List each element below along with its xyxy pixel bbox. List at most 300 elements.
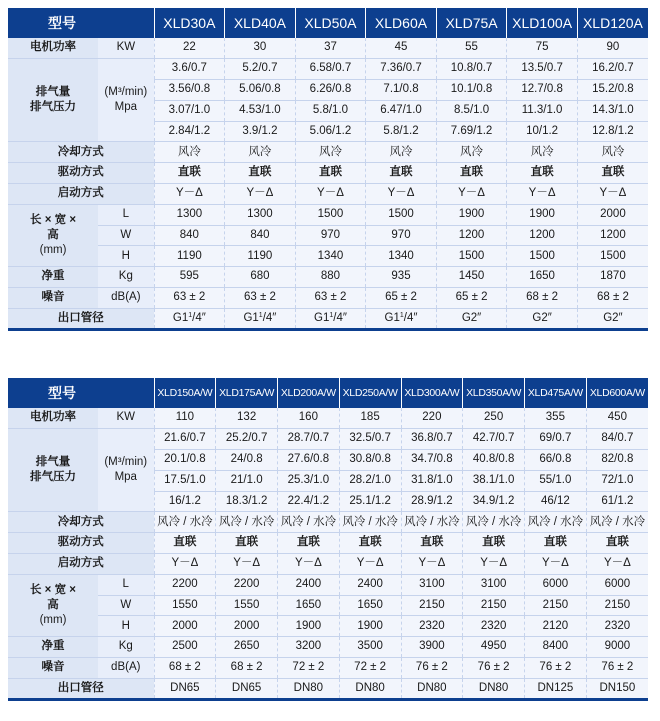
motor-power-value: 75 <box>507 38 578 59</box>
dimension-value: 6000 <box>525 574 587 595</box>
flow-pressure-value: 27.6/0.8 <box>278 450 340 471</box>
outlet-main: DN80 <box>355 681 385 694</box>
flow-pressure-value: 7.69/1.2 <box>436 121 507 142</box>
dimension-unit: W <box>98 595 154 616</box>
cooling-method-value: 风冷 <box>225 142 296 163</box>
drive-method-value: 直联 <box>225 163 296 184</box>
flow-pressure-value: 10.8/0.7 <box>436 59 507 80</box>
net-weight-value: 1870 <box>577 267 648 288</box>
dimension-value: 1900 <box>339 616 401 637</box>
start-method-value: Y－Δ <box>586 554 648 575</box>
start-method-value: Y－Δ <box>339 554 401 575</box>
dim-label-line1: 长 × 宽 × <box>30 214 77 227</box>
flow-label-line1: 排气量 <box>35 85 71 98</box>
drive-method-value: 直联 <box>401 533 463 554</box>
model-name: XLD150A/W <box>154 378 216 408</box>
cooling-method-value: 风冷 / 水冷 <box>339 512 401 533</box>
drive-method-value: 直联 <box>295 163 366 184</box>
dimension-value: 970 <box>295 225 366 246</box>
dimension-label <box>8 204 98 266</box>
outlet-main: DN150 <box>599 681 636 694</box>
net-weight-label: 净重 <box>8 637 98 658</box>
noise-value: 68 ± 2 <box>577 288 648 309</box>
dimension-unit: H <box>98 616 154 637</box>
dimension-row <box>8 595 648 616</box>
noise-unit: dB(A) <box>98 288 154 309</box>
cooling-method-value: 风冷 / 水冷 <box>154 512 216 533</box>
model-name: XLD60A <box>366 8 437 38</box>
flow-pressure-unit <box>98 59 154 142</box>
noise-value: 63 ± 2 <box>225 288 296 309</box>
outlet-value <box>586 678 648 699</box>
motor-power-value: 90 <box>577 38 648 59</box>
flow-pressure-value: 12.7/0.8 <box>507 80 578 101</box>
outlet-row <box>8 308 648 329</box>
flow-pressure-value: 5.06/1.2 <box>295 121 366 142</box>
outlet-row <box>8 678 648 699</box>
net-weight-value: 8400 <box>525 637 587 658</box>
cooling-method-value: 风冷 / 水冷 <box>525 512 587 533</box>
dimension-row <box>8 225 648 246</box>
flow-label-line2: 排气压力 <box>30 101 77 114</box>
model-name: XLD600A/W <box>586 378 648 408</box>
dimension-value: 1300 <box>154 204 225 225</box>
dimension-value: 970 <box>366 225 437 246</box>
start-method-value: Y－Δ <box>225 184 296 205</box>
drive-method-value: 直联 <box>577 163 648 184</box>
start-method-value: Y－Δ <box>463 554 525 575</box>
start-method-row <box>8 554 648 575</box>
dimension-value: 1340 <box>295 246 366 267</box>
noise-unit: dB(A) <box>98 658 154 679</box>
net-weight-value: 680 <box>225 267 296 288</box>
drive-method-value: 直联 <box>154 163 225 184</box>
flow-pressure-value: 72/1.0 <box>586 470 648 491</box>
model-name: XLD250A/W <box>339 378 401 408</box>
net-weight-unit: Kg <box>98 637 154 658</box>
flow-pressure-value: 4.53/1.0 <box>225 100 296 121</box>
dimension-value: 1340 <box>366 246 437 267</box>
cooling-method-label: 冷却方式 <box>8 512 154 533</box>
header-label: 型号 <box>8 378 154 408</box>
flow-pressure-value: 6.47/1.0 <box>366 100 437 121</box>
dimension-value: 1200 <box>507 225 578 246</box>
net-weight-value: 2500 <box>154 637 216 658</box>
model-name: XLD350A/W <box>463 378 525 408</box>
flow-pressure-value: 34.9/1.2 <box>463 491 525 512</box>
motor-power-label: 电机功率 <box>8 38 98 59</box>
dimension-value: 1650 <box>339 595 401 616</box>
cooling-method-row <box>8 512 648 533</box>
flow-pressure-value: 6.26/0.8 <box>295 80 366 101</box>
dimension-value: 1200 <box>577 225 648 246</box>
motor-power-value: 55 <box>436 38 507 59</box>
flow-pressure-value: 6.58/0.7 <box>295 59 366 80</box>
dimension-row <box>8 246 648 267</box>
flow-pressure-value: 82/0.8 <box>586 450 648 471</box>
outlet-value <box>401 678 463 699</box>
dimension-value: 1650 <box>278 595 340 616</box>
drive-method-value: 直联 <box>216 533 278 554</box>
dimension-unit: W <box>98 225 154 246</box>
dimension-value: 3100 <box>401 574 463 595</box>
dimension-unit: L <box>98 204 154 225</box>
motor-power-value: 132 <box>216 408 278 429</box>
dim-label-line3: (mm) <box>39 614 67 627</box>
dimension-value: 1550 <box>154 595 216 616</box>
model-name: XLD75A <box>436 8 507 38</box>
outlet-rest: /4″ <box>262 312 277 324</box>
flow-pressure-value: 30.8/0.8 <box>339 450 401 471</box>
flow-pressure-value: 5.8/1.0 <box>295 100 366 121</box>
dim-label-line2: 高 <box>47 229 59 242</box>
net-weight-row <box>8 267 648 288</box>
flow-pressure-value: 24/0.8 <box>216 450 278 471</box>
dimension-value: 2120 <box>525 616 587 637</box>
dimension-row <box>8 204 648 225</box>
cooling-method-value: 风冷 <box>436 142 507 163</box>
noise-label: 噪音 <box>8 288 98 309</box>
dimension-value: 2400 <box>339 574 401 595</box>
dimension-row <box>8 616 648 637</box>
cooling-method-value: 风冷 <box>295 142 366 163</box>
outlet-value <box>366 308 437 329</box>
outlet-value <box>507 308 578 329</box>
flow-pressure-value: 61/1.2 <box>586 491 648 512</box>
outlet-value <box>339 678 401 699</box>
flow-pressure-value: 3.9/1.2 <box>225 121 296 142</box>
flow-pressure-value: 21.6/0.7 <box>154 429 216 450</box>
flow-pressure-value: 15.2/0.8 <box>577 80 648 101</box>
outlet-rest: /4″ <box>333 312 347 324</box>
dimension-value: 1190 <box>225 246 296 267</box>
drive-method-value: 直联 <box>154 533 216 554</box>
noise-value: 72 ± 2 <box>339 658 401 679</box>
outlet-value <box>225 308 296 329</box>
dimension-value: 1500 <box>436 246 507 267</box>
outlet-value <box>577 308 648 329</box>
start-method-value: Y－Δ <box>507 184 578 205</box>
flow-pressure-unit <box>98 429 154 512</box>
flow-pressure-value: 10/1.2 <box>507 121 578 142</box>
start-method-value: Y－Δ <box>278 554 340 575</box>
dimension-value: 1300 <box>225 204 296 225</box>
outlet-main: G1 <box>384 312 400 324</box>
outlet-main: G2″ <box>603 311 623 324</box>
dimension-row <box>8 574 648 595</box>
dimension-value: 1900 <box>278 616 340 637</box>
cooling-method-value: 风冷 / 水冷 <box>586 512 648 533</box>
flow-pressure-value: 28.7/0.7 <box>278 429 340 450</box>
start-method-value: Y－Δ <box>401 554 463 575</box>
outlet-sup: 1 <box>258 312 263 319</box>
flow-pressure-value: 66/0.8 <box>525 450 587 471</box>
flow-pressure-value: 34.7/0.8 <box>401 450 463 471</box>
dimension-value: 2320 <box>401 616 463 637</box>
noise-value: 76 ± 2 <box>586 658 648 679</box>
dimension-value: 2400 <box>278 574 340 595</box>
flow-pressure-value: 10.1/0.8 <box>436 80 507 101</box>
dimension-value: 2150 <box>525 595 587 616</box>
motor-power-value: 45 <box>366 38 437 59</box>
flow-pressure-value: 84/0.7 <box>586 429 648 450</box>
dimension-value: 1500 <box>577 246 648 267</box>
outlet-main: DN80 <box>417 681 447 694</box>
dimension-label <box>8 574 98 636</box>
dimension-value: 2000 <box>216 616 278 637</box>
dimension-value: 3100 <box>463 574 525 595</box>
start-method-row <box>8 184 648 205</box>
motor-power-row <box>8 38 648 59</box>
net-weight-value: 9000 <box>586 637 648 658</box>
flow-pressure-value: 20.1/0.8 <box>154 450 216 471</box>
flow-pressure-value: 8.5/1.0 <box>436 100 507 121</box>
motor-power-value: 22 <box>154 38 225 59</box>
outlet-value <box>154 678 216 699</box>
dim-label-line2: 高 <box>47 599 59 612</box>
model-name: XLD120A <box>577 8 648 38</box>
cooling-method-value: 风冷 <box>154 142 225 163</box>
noise-value: 65 ± 2 <box>366 288 437 309</box>
dimension-value: 2200 <box>154 574 216 595</box>
outlet-main: DN65 <box>231 681 262 694</box>
start-method-value: Y－Δ <box>216 554 278 575</box>
flow-pressure-value: 3.56/0.8 <box>154 80 225 101</box>
start-method-label: 启动方式 <box>8 184 154 205</box>
flow-pressure-value: 46/12 <box>525 491 587 512</box>
outlet-value <box>463 678 525 699</box>
outlet-main: G1 <box>172 312 189 324</box>
dimension-value: 1900 <box>507 204 578 225</box>
cooling-method-row <box>8 142 648 163</box>
noise-value: 65 ± 2 <box>436 288 507 309</box>
start-method-label: 启动方式 <box>8 554 154 575</box>
flow-pressure-row <box>8 59 648 80</box>
flow-pressure-value: 25.3/1.0 <box>278 470 340 491</box>
outlet-sup: 1 <box>188 312 193 319</box>
outlet-main: G2″ <box>461 311 482 324</box>
flow-pressure-value: 25.1/1.2 <box>339 491 401 512</box>
flow-unit-line2: Mpa <box>114 471 137 484</box>
flow-pressure-value: 16.2/0.7 <box>577 59 648 80</box>
drive-method-label: 驱动方式 <box>8 163 154 184</box>
motor-power-unit: KW <box>98 38 154 59</box>
net-weight-value: 2650 <box>216 637 278 658</box>
flow-pressure-value: 38.1/1.0 <box>463 470 525 491</box>
drive-method-value: 直联 <box>586 533 648 554</box>
start-method-value: Y－Δ <box>154 184 225 205</box>
spec-table-air-water-cooled <box>8 378 648 701</box>
flow-pressure-value: 31.8/1.0 <box>401 470 463 491</box>
flow-pressure-value: 42.7/0.7 <box>463 429 525 450</box>
noise-value: 68 ± 2 <box>216 658 278 679</box>
drive-method-value: 直联 <box>463 533 525 554</box>
drive-method-value: 直联 <box>278 533 340 554</box>
outlet-sup: 1 <box>329 312 334 319</box>
motor-power-value: 220 <box>401 408 463 429</box>
outlet-label: 出口管径 <box>8 308 154 329</box>
noise-value: 76 ± 2 <box>401 658 463 679</box>
outlet-main: G1 <box>314 312 330 324</box>
dimension-value: 2320 <box>463 616 525 637</box>
flow-pressure-value: 13.5/0.7 <box>507 59 578 80</box>
dimension-value: 2150 <box>463 595 525 616</box>
flow-pressure-value: 69/0.7 <box>525 429 587 450</box>
motor-power-value: 450 <box>586 408 648 429</box>
outlet-sup: 1 <box>399 312 404 319</box>
motor-power-label: 电机功率 <box>8 408 98 429</box>
model-name: XLD300A/W <box>401 378 463 408</box>
noise-row <box>8 658 648 679</box>
flow-pressure-row <box>8 429 648 450</box>
drive-method-label: 驱动方式 <box>8 533 154 554</box>
net-weight-value: 1650 <box>507 267 578 288</box>
start-method-value: Y－Δ <box>366 184 437 205</box>
flow-pressure-value: 3.07/1.0 <box>154 100 225 121</box>
dimension-value: 2150 <box>401 595 463 616</box>
flow-pressure-value: 40.8/0.8 <box>463 450 525 471</box>
header-row <box>8 378 648 408</box>
flow-pressure-value: 5.2/0.7 <box>225 59 296 80</box>
cooling-method-value: 风冷 <box>507 142 578 163</box>
flow-pressure-value: 16/1.2 <box>154 491 216 512</box>
drive-method-row <box>8 533 648 554</box>
dimension-value: 1200 <box>436 225 507 246</box>
dimension-value: 1500 <box>295 204 366 225</box>
motor-power-row <box>8 408 648 429</box>
model-name: XLD475A/W <box>525 378 587 408</box>
outlet-value <box>216 678 278 699</box>
flow-pressure-label <box>8 59 98 142</box>
dimension-value: 2200 <box>216 574 278 595</box>
dimension-value: 1900 <box>436 204 507 225</box>
dimension-value: 1190 <box>154 246 225 267</box>
flow-pressure-value: 55/1.0 <box>525 470 587 491</box>
outlet-label: 出口管径 <box>8 678 154 699</box>
drive-method-value: 直联 <box>436 163 507 184</box>
start-method-value: Y－Δ <box>154 554 216 575</box>
drive-method-value: 直联 <box>339 533 401 554</box>
dimension-value: 1500 <box>366 204 437 225</box>
motor-power-value: 250 <box>463 408 525 429</box>
flow-pressure-value: 28.2/1.0 <box>339 470 401 491</box>
flow-pressure-value: 28.9/1.2 <box>401 491 463 512</box>
dimension-value: 840 <box>154 225 225 246</box>
noise-label: 噪音 <box>8 658 98 679</box>
noise-value: 68 ± 2 <box>154 658 216 679</box>
model-name: XLD40A <box>225 8 296 38</box>
flow-pressure-value: 7.1/0.8 <box>366 80 437 101</box>
net-weight-value: 3200 <box>278 637 340 658</box>
outlet-main: DN65 <box>170 681 200 694</box>
start-method-value: Y－Δ <box>525 554 587 575</box>
motor-power-value: 160 <box>278 408 340 429</box>
flow-pressure-value: 11.3/1.0 <box>507 100 578 121</box>
dimension-value: 2000 <box>154 616 216 637</box>
dimension-unit: H <box>98 246 154 267</box>
outlet-value <box>154 308 225 329</box>
flow-pressure-value: 2.84/1.2 <box>154 121 225 142</box>
dim-label-line3: (mm) <box>39 244 67 257</box>
motor-power-value: 110 <box>154 408 216 429</box>
outlet-rest: /4″ <box>403 312 418 324</box>
drive-method-value: 直联 <box>366 163 437 184</box>
cooling-method-value: 风冷 / 水冷 <box>278 512 340 533</box>
header-label: 型号 <box>8 8 154 38</box>
net-weight-value: 3500 <box>339 637 401 658</box>
noise-value: 63 ± 2 <box>154 288 225 309</box>
outlet-main: G1 <box>243 312 259 324</box>
dimension-value: 6000 <box>586 574 648 595</box>
spec-table-air-cooled <box>8 8 648 331</box>
net-weight-value: 1450 <box>436 267 507 288</box>
net-weight-unit: Kg <box>98 267 154 288</box>
noise-row <box>8 288 648 309</box>
flow-unit-line1: (M³/min) <box>104 85 148 98</box>
dim-label-line1: 长 × 宽 × <box>29 584 77 597</box>
flow-pressure-value: 21/1.0 <box>216 470 278 491</box>
flow-pressure-value: 12.8/1.2 <box>577 121 648 142</box>
flow-pressure-value: 22.4/1.2 <box>278 491 340 512</box>
dimension-value: 1550 <box>216 595 278 616</box>
flow-unit-line2: Mpa <box>114 101 138 114</box>
motor-power-value: 37 <box>295 38 366 59</box>
dimension-value: 2320 <box>586 616 648 637</box>
flow-label-line1: 排气量 <box>35 455 71 468</box>
motor-power-value: 30 <box>225 38 296 59</box>
motor-power-value: 355 <box>525 408 587 429</box>
model-name: XLD100A <box>507 8 578 38</box>
flow-pressure-value: 14.3/1.0 <box>577 100 648 121</box>
cooling-method-value: 风冷 <box>366 142 437 163</box>
cooling-method-value: 风冷 <box>577 142 648 163</box>
noise-value: 63 ± 2 <box>295 288 366 309</box>
cooling-method-value: 风冷 / 水冷 <box>401 512 463 533</box>
drive-method-row <box>8 163 648 184</box>
flow-label-line2: 排气压力 <box>30 471 76 484</box>
start-method-value: Y－Δ <box>577 184 648 205</box>
net-weight-value: 4950 <box>463 637 525 658</box>
flow-pressure-label <box>8 429 98 512</box>
flow-pressure-value: 32.5/0.7 <box>339 429 401 450</box>
net-weight-value: 935 <box>366 267 437 288</box>
cooling-method-value: 风冷 / 水冷 <box>463 512 525 533</box>
noise-value: 68 ± 2 <box>507 288 578 309</box>
flow-pressure-value: 17.5/1.0 <box>154 470 216 491</box>
dimension-value: 2000 <box>577 204 648 225</box>
flow-pressure-value: 3.6/0.7 <box>154 59 225 80</box>
flow-pressure-value: 18.3/1.2 <box>216 491 278 512</box>
flow-pressure-value: 7.36/0.7 <box>366 59 437 80</box>
motor-power-unit: KW <box>98 408 154 429</box>
model-name: XLD30A <box>154 8 225 38</box>
motor-power-value: 185 <box>339 408 401 429</box>
dimension-value: 840 <box>225 225 296 246</box>
noise-value: 76 ± 2 <box>525 658 587 679</box>
dimension-unit: L <box>98 574 154 595</box>
start-method-value: Y－Δ <box>436 184 507 205</box>
outlet-value <box>525 678 587 699</box>
outlet-value <box>295 308 366 329</box>
flow-pressure-value: 5.06/0.8 <box>225 80 296 101</box>
flow-pressure-value: 25.2/0.7 <box>216 429 278 450</box>
net-weight-value: 595 <box>154 267 225 288</box>
outlet-value <box>436 308 507 329</box>
header-row <box>8 8 648 38</box>
dimension-value: 2150 <box>586 595 648 616</box>
cooling-method-value: 风冷 / 水冷 <box>216 512 278 533</box>
cooling-method-label: 冷却方式 <box>8 142 154 163</box>
